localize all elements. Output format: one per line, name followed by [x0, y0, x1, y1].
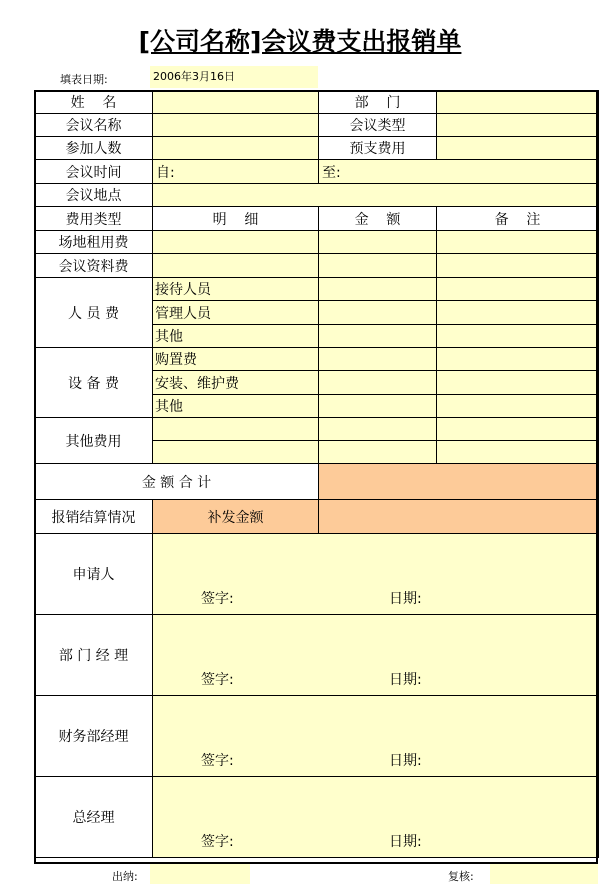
- sign-label: 签字:: [201, 753, 234, 769]
- other-detail[interactable]: [153, 418, 319, 441]
- equipment-item[interactable]: 安装、维护费: [153, 371, 319, 395]
- attendees-field[interactable]: [153, 137, 319, 160]
- meeting-time-label: 会议时间: [35, 160, 153, 184]
- sign-label: 签字:: [201, 672, 234, 688]
- approval-sign-area[interactable]: [153, 696, 599, 777]
- equipment-item[interactable]: 购置费: [153, 348, 319, 371]
- equipment-remark[interactable]: [437, 348, 599, 371]
- header-detail: 明 细: [153, 207, 319, 231]
- meeting-type-label: 会议类型: [319, 114, 437, 137]
- attendees-label: 参加人数: [35, 137, 153, 160]
- materials-amount[interactable]: [319, 254, 437, 278]
- header-type: 费用类型: [35, 207, 153, 231]
- name-field[interactable]: [153, 91, 319, 114]
- other-expense-label: 其他费用: [35, 418, 153, 464]
- fill-date-label: 填表日期:: [60, 73, 108, 86]
- other-remark[interactable]: [437, 441, 599, 464]
- cashier-label: 出纳:: [112, 870, 138, 883]
- department-field[interactable]: [437, 91, 599, 114]
- location-field[interactable]: [153, 184, 599, 207]
- date-label: 日期:: [389, 591, 422, 607]
- materials-detail[interactable]: [153, 254, 319, 278]
- header-amount: 金 额: [319, 207, 437, 231]
- location-label: 会议地点: [35, 184, 153, 207]
- equipment-item[interactable]: 其他: [153, 395, 319, 418]
- venue-label: 场地租用费: [35, 231, 153, 254]
- equipment-amount[interactable]: [319, 348, 437, 371]
- approval-sign-area[interactable]: [153, 534, 599, 615]
- equipment-amount[interactable]: [319, 371, 437, 395]
- time-to-field[interactable]: [319, 160, 599, 184]
- name-label: 姓 名: [35, 91, 153, 114]
- meeting-name-label: 会议名称: [35, 114, 153, 137]
- date-label: 日期:: [389, 672, 422, 688]
- approval-role: 申请人: [35, 534, 153, 615]
- venue-amount[interactable]: [319, 231, 437, 254]
- total-amount-field[interactable]: [319, 464, 599, 500]
- equipment-remark[interactable]: [437, 395, 599, 418]
- form-title: [公司名称]会议费支出报销单: [138, 27, 462, 56]
- equipment-remark[interactable]: [437, 371, 599, 395]
- personnel-remark[interactable]: [437, 278, 599, 301]
- total-label: 金 额 合 计: [35, 464, 319, 500]
- personnel-amount[interactable]: [319, 325, 437, 348]
- fill-date-field[interactable]: 2006年3月16日: [150, 66, 318, 88]
- other-remark[interactable]: [437, 418, 599, 441]
- time-from-field[interactable]: [153, 160, 319, 184]
- settlement-label: 报销结算情况: [35, 500, 153, 534]
- meeting-type-field[interactable]: [437, 114, 599, 137]
- supplement-amount-field[interactable]: [319, 500, 599, 534]
- approval-sign-area[interactable]: [153, 777, 599, 858]
- equipment-amount[interactable]: [319, 395, 437, 418]
- date-label: 日期:: [389, 834, 422, 850]
- approval-role: 财务部经理: [35, 696, 153, 777]
- time-to-label: 至:: [322, 164, 341, 181]
- other-amount[interactable]: [319, 441, 437, 464]
- personnel-item[interactable]: 其他: [153, 325, 319, 348]
- approval-sign-area[interactable]: [153, 615, 599, 696]
- venue-remark[interactable]: [437, 231, 599, 254]
- personnel-item[interactable]: 接待人员: [153, 278, 319, 301]
- review-label: 复核:: [448, 870, 474, 883]
- supplement-label: 补发金额: [153, 500, 319, 534]
- expense-form-table: [34, 90, 599, 858]
- approval-role: 部 门 经 理: [35, 615, 153, 696]
- date-label: 日期:: [389, 753, 422, 769]
- advance-label: 预支费用: [319, 137, 437, 160]
- personnel-remark[interactable]: [437, 301, 599, 325]
- approval-role: 总经理: [35, 777, 153, 858]
- personnel-item[interactable]: 管理人员: [153, 301, 319, 325]
- cashier-field[interactable]: [150, 864, 250, 884]
- advance-field[interactable]: [437, 137, 599, 160]
- header-remark: 备 注: [437, 207, 599, 231]
- other-amount[interactable]: [319, 418, 437, 441]
- meeting-name-field[interactable]: [153, 114, 319, 137]
- department-label: 部 门: [319, 91, 437, 114]
- personnel-remark[interactable]: [437, 325, 599, 348]
- time-from-label: 自:: [156, 164, 175, 181]
- materials-remark[interactable]: [437, 254, 599, 278]
- personnel-amount[interactable]: [319, 301, 437, 325]
- venue-detail[interactable]: [153, 231, 319, 254]
- sign-label: 签字:: [201, 834, 234, 850]
- other-detail[interactable]: [153, 441, 319, 464]
- personnel-amount[interactable]: [319, 278, 437, 301]
- materials-label: 会议资料费: [35, 254, 153, 278]
- personnel-label: 人 员 费: [35, 278, 153, 348]
- sign-label: 签字:: [201, 591, 234, 607]
- review-field[interactable]: [490, 864, 598, 884]
- equipment-label: 设 备 费: [35, 348, 153, 418]
